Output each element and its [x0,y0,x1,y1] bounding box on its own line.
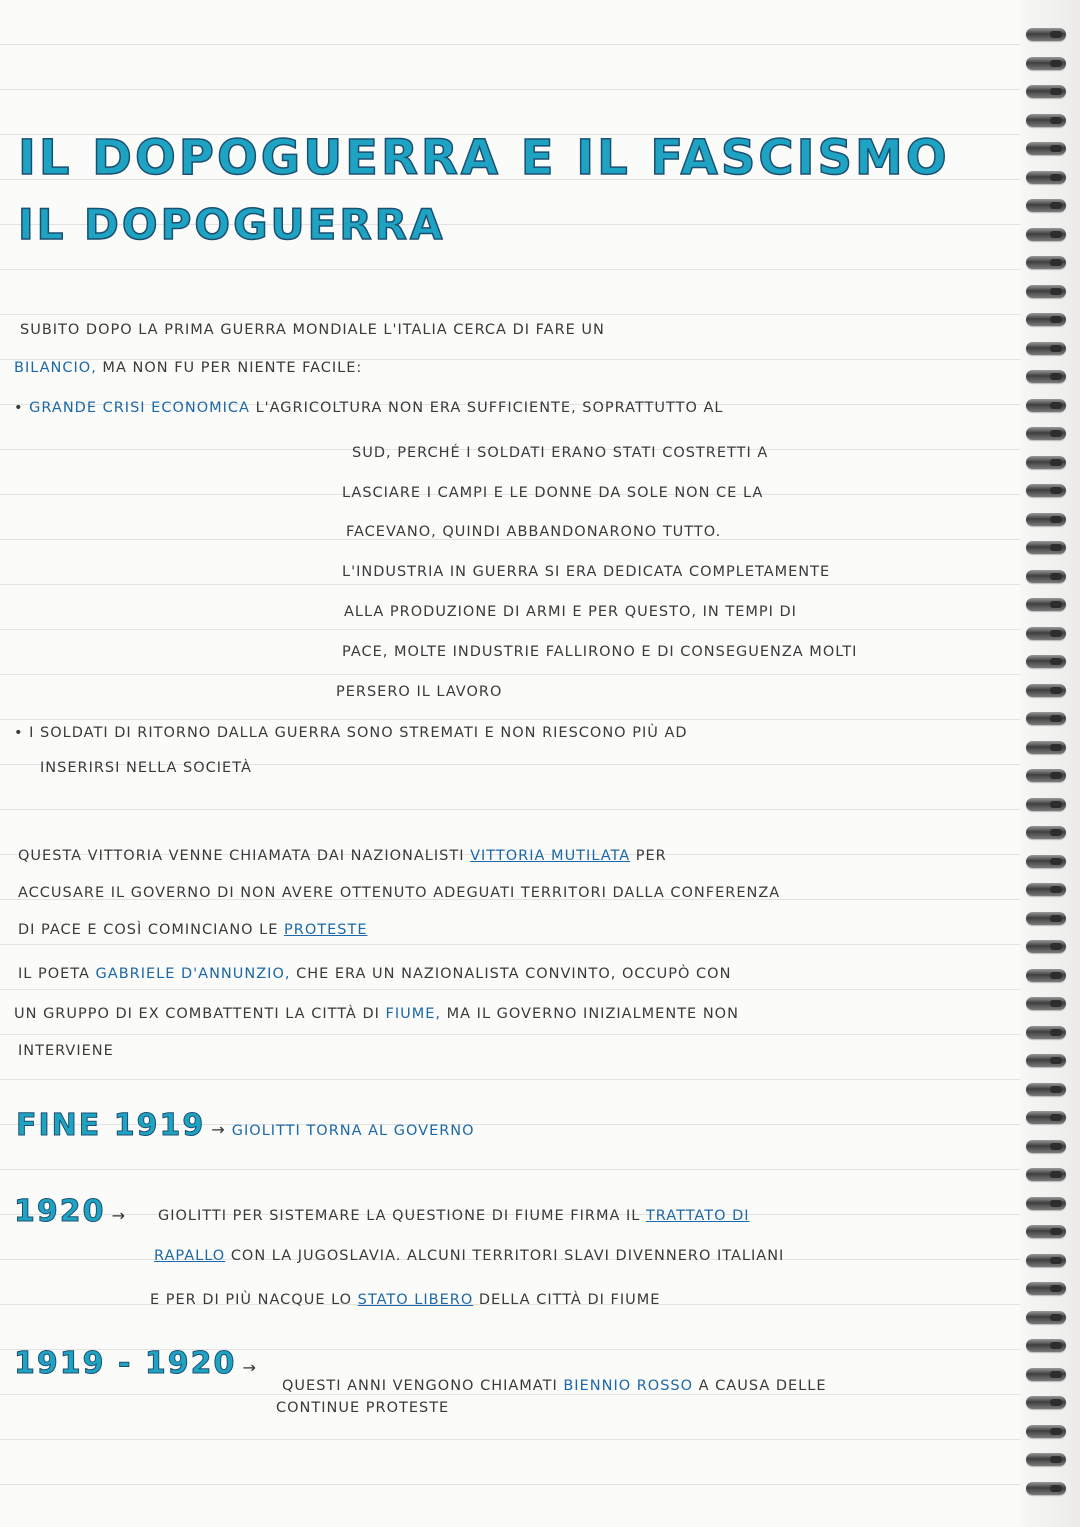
para-line-5-c: MA IL GOVERNO INIZIALMENTE NON [446,1006,739,1022]
stato-libero-term: STATO LIBERO [357,1292,474,1308]
para-line-1 [18,848,667,864]
spiral-coil [1026,1168,1066,1181]
para-line-3-a: DI PACE E COSÌ COMINCIANO LE [18,922,279,938]
spiral-coil [1026,798,1066,811]
event-1920-line-3-c: DELLA CITTÀ DI FIUME [478,1292,661,1308]
spiral-coil [1026,114,1066,127]
bullet-crisis-line-5: L'INDUSTRIA IN GUERRA SI ERA DEDICATA COMPLETAMENTE [342,564,831,580]
para-line-5-a: UN GRUPPO DI EX COMBATTENTI LA CITTÀ DI [14,1006,380,1022]
spiral-coil [1026,171,1066,184]
para-line-2: ACCUSARE IL GOVERNO DI NON AVERE OTTENUTO ADEGUATI TERRITORI DALLA CONFERENZA [18,885,781,901]
rapallo-term: RAPALLO [154,1248,226,1264]
event-fine-1919 [16,1108,475,1143]
page-title: IL DOPOGUERRA E IL FASCISMO [18,130,950,186]
event-date: 1919 - 1920 [14,1346,237,1381]
intro-line-2 [14,360,362,376]
spiral-coil [1026,883,1066,896]
spiral-coil [1026,1111,1066,1124]
para-line-4-c: CHE ERA UN NAZIONALISTA CONVINTO, OCCUPÒ CON [296,966,732,982]
bullet-soldiers-line-2: INSERIRSI NELLA SOCIETÀ [40,760,252,776]
spiral-coil [1026,940,1066,953]
spiral-coil [1026,1026,1066,1039]
spiral-coil [1026,427,1066,440]
spiral-coil [1026,1254,1066,1267]
intro-line-1: SUBITO DOPO LA PRIMA GUERRA MONDIALE L'ITALIA CERCA DI FARE UN [20,322,605,338]
spiral-coil [1026,1396,1066,1409]
bullet-crisis-line-6: ALLA PRODUZIONE DI ARMI E PER QUESTO, IN TEMPI DI [344,604,797,620]
event-1920-line-3 [150,1292,660,1308]
spiral-coil [1026,1311,1066,1324]
intro-line-2-text: MA NON FU PER NIENTE FACILE: [96,360,363,376]
fiume-term: FIUME, [385,1006,442,1022]
bilancio-word: BILANCIO, [14,360,97,376]
spiral-coil [1026,598,1066,611]
spiral-coil [1026,627,1066,640]
spiral-coil [1026,969,1066,982]
spiral-coil [1026,228,1066,241]
bullet-crisis-label: GRANDE CRISI ECONOMICA [29,400,250,416]
spiral-coil [1026,570,1066,583]
spiral-coil [1026,313,1066,326]
spiral-coil [1026,484,1066,497]
bullet-crisis-line-3: LASCIARE I CAMPI E LE DONNE DA SOLE NON CE LA [342,485,764,501]
spiral-coil [1026,1339,1066,1352]
spiral-coil [1026,199,1066,212]
para-line-5 [14,1006,739,1022]
para-line-6: INTERVIENE [18,1043,114,1059]
event-1919-1920-line-1-c: A CAUSA DELLE [698,1378,827,1394]
spiral-coil [1026,684,1066,697]
bullet-dot: • [14,725,24,741]
spiral-coil [1026,1140,1066,1153]
arrow-icon: → [111,1206,126,1225]
spiral-coil [1026,1425,1066,1438]
arrow-icon: → [242,1358,257,1377]
spiral-coil [1026,142,1066,155]
spiral-coil [1026,57,1066,70]
spiral-coil [1026,1083,1066,1096]
spiral-coil [1026,1453,1066,1466]
spiral-coil [1026,1368,1066,1381]
event-1919-1920-line-1 [282,1378,827,1394]
event-1920-line-1-a: GIOLITTI PER SISTEMARE LA QUESTIONE DI FIUME FIRMA IL [158,1208,641,1224]
bullet-soldiers [14,725,688,741]
event-date: FINE 1919 [16,1108,206,1143]
spiral-coil [1026,1054,1066,1067]
para-line-4-a: IL POETA [18,966,90,982]
spiral-binding [1020,0,1080,1527]
spiral-coil [1026,85,1066,98]
spiral-coil [1026,513,1066,526]
spiral-coil [1026,855,1066,868]
spiral-coil [1026,28,1066,41]
event-1920-line-3-a: E PER DI PIÙ NACQUE LO [150,1292,353,1308]
event-1920-line-2-b: CON LA JUGOSLAVIA. ALCUNI TERRITORI SLAVI DIVENNERO ITALIANI [230,1248,785,1264]
bullet-crisis-line-7: PACE, MOLTE INDUSTRIE FALLIRONO E DI CONSEGUENZA MOLTI [342,644,858,660]
bullet-crisis-line-1: L'AGRICOLTURA NON ERA SUFFICIENTE, SOPRATTUTTO AL [255,400,724,416]
spiral-coil [1026,912,1066,925]
para-line-1-c: PER [635,848,667,864]
para-line-4 [18,966,731,982]
spiral-coil [1026,1197,1066,1210]
bullet-crisis-line-2: SUD, PERCHÉ I SOLDATI ERANO STATI COSTRETTI A [352,445,769,461]
event-1919-1920-line-1-a: QUESTI ANNI VENGONO CHIAMATI [282,1378,558,1394]
spiral-coil [1026,399,1066,412]
section-title: IL DOPOGUERRA [18,200,446,249]
trattato-term: TRATTATO DI [645,1208,750,1224]
para-line-3 [18,922,368,938]
event-1920 [14,1194,126,1229]
event-date: 1920 [14,1194,106,1229]
spiral-coil [1026,769,1066,782]
spiral-coil [1026,370,1066,383]
spiral-coil [1026,285,1066,298]
event-text: GIOLITTI TORNA AL GOVERNO [231,1123,475,1139]
biennio-rosso-term: BIENNIO ROSSO [563,1378,694,1394]
spiral-coil [1026,997,1066,1010]
bullet-dot: • [14,400,24,416]
spiral-coil [1026,1482,1066,1495]
spiral-coil [1026,741,1066,754]
dannunzio-term: GABRIELE D'ANNUNZIO, [95,966,291,982]
spiral-coil [1026,712,1066,725]
spiral-coil [1026,256,1066,269]
para-line-1-a: QUESTA VITTORIA VENNE CHIAMATA DAI NAZIONALISTI [18,848,465,864]
bullet-crisis [14,400,724,416]
vittoria-mutilata-term: VITTORIA MUTILATA [470,848,631,864]
spiral-coil [1026,1225,1066,1238]
proteste-term: PROTESTE [284,922,368,938]
spiral-coil [1026,541,1066,554]
event-1920-line-2 [154,1248,784,1264]
bullet-crisis-line-4: FACEVANO, QUINDI ABBANDONARONO TUTTO. [346,524,722,540]
event-1919-1920-line-2: CONTINUE PROTESTE [276,1400,450,1416]
bullet-crisis-line-8: PERSERO IL LAVORO [336,684,503,700]
arrow-icon: → [211,1120,226,1139]
spiral-coil [1026,1282,1066,1295]
bullet-soldiers-line-1: I SOLDATI DI RITORNO DALLA GUERRA SONO STREMATI E NON RIESCONO PIÙ AD [29,725,688,741]
spiral-coil [1026,655,1066,668]
spiral-coil [1026,456,1066,469]
event-1920-line-1 [158,1208,750,1224]
spiral-coil [1026,342,1066,355]
event-1919-1920 [14,1346,257,1381]
spiral-coil [1026,826,1066,839]
